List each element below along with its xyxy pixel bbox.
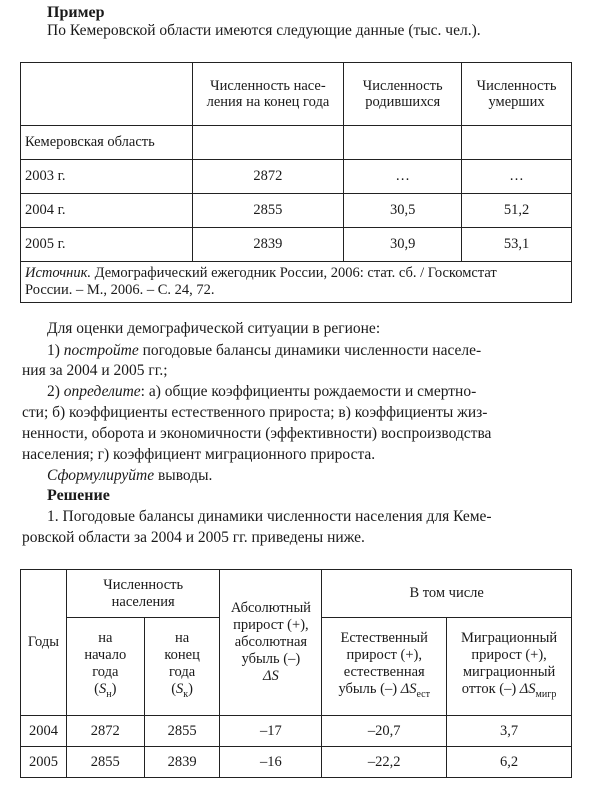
table2-header-years: Годы xyxy=(21,570,67,716)
table2-header-end: на конец года $(S_к)$ xyxy=(144,618,220,716)
table1-dead: 51,2 xyxy=(462,194,572,228)
table1-header-born: Численность родившихся xyxy=(344,63,462,126)
table2-migration: 6,2 xyxy=(447,747,572,778)
task-item-2-cont-3: населения; г) коэффициент миграционного прироста. xyxy=(22,446,376,463)
table-row xyxy=(21,228,572,262)
task-item-3: Сформулируйте выводы. xyxy=(47,467,213,484)
table1-region-label: Кемеровская область xyxy=(21,126,193,160)
example-heading: Пример xyxy=(47,4,105,21)
table2-absolute: –17 xyxy=(220,716,322,747)
table2-header-migration: Миграционный прирост (+), миграционный отток (–) $\Delta S_{мигр}$ xyxy=(447,618,572,716)
table2-end: 2839 xyxy=(144,747,220,778)
table-row xyxy=(21,194,572,228)
task-item-2-cont-2: ненности, оборота и экономичности (эффективности) воспроизводства xyxy=(22,425,492,442)
table2-header-start: на начало года $(S_н)$ xyxy=(66,618,144,716)
table2-end: 2855 xyxy=(144,716,220,747)
table1-header-row xyxy=(21,63,572,126)
table2-header-natural: Естественный прирост (+), естественная убыль (–) $\Delta S_{ест}$ xyxy=(322,618,447,716)
example-intro: По Кемеровской области имеются следующие данные (тыс. чел.). xyxy=(47,22,481,39)
table1-source-note xyxy=(21,262,572,303)
table1-population: 2839 xyxy=(192,228,344,262)
table1-header-dead: Численность умерших xyxy=(462,63,572,126)
table2-header-absolute: Абсолютный прирост (+), абсолютная убыль (–) ΔS xyxy=(220,570,322,716)
table2-natural: –20,7 xyxy=(322,716,447,747)
table1-dead: … xyxy=(462,160,572,194)
solution-line-2: ровской области за 2004 и 2005 гг. приведены ниже. xyxy=(22,529,365,546)
solution-line-1: 1. Погодовые балансы динамики численности населения для Кеме- xyxy=(47,508,492,525)
table1-born: 30,5 xyxy=(344,194,462,228)
table1-year: 2005 г. xyxy=(21,228,193,262)
table2-start: 2855 xyxy=(66,747,144,778)
table-row xyxy=(21,747,572,778)
table1-born: … xyxy=(344,160,462,194)
table1-source-row xyxy=(21,262,572,303)
table1-born: 30,9 xyxy=(344,228,462,262)
task-item-2-cont-1: сти; б) коэффициенты естественного прироста; в) коэффициенты жиз- xyxy=(22,404,488,421)
table2-start: 2872 xyxy=(66,716,144,747)
table2-year: 2005 xyxy=(21,747,67,778)
source-text-2: России. – М., 2006. – С. 24, 72. xyxy=(25,282,215,298)
table2-natural: –22,2 xyxy=(322,747,447,778)
table2-header-row-1 xyxy=(21,570,572,618)
table2-absolute: –16 xyxy=(220,747,322,778)
table2-header-population: Численность населения xyxy=(66,570,220,618)
table1-population: 2872 xyxy=(192,160,344,194)
source-text-1: Демографический ежегодник России, 2006: стат. сб. / Госкомстат xyxy=(91,265,497,281)
source-data-table xyxy=(20,62,572,303)
source-label: Источник. xyxy=(25,265,92,281)
table1-year: 2004 г. xyxy=(21,194,193,228)
task-item-2: 2) определите: а) общие коэффициенты рождаемости и смертно- xyxy=(47,383,477,400)
task-item-1: 1) постройте погодовые балансы динамики численности населе- xyxy=(47,342,482,359)
table1-header-population: Численность насе- ления на конец года xyxy=(192,63,344,126)
table1-year: 2003 г. xyxy=(21,160,193,194)
table-row xyxy=(21,716,572,747)
table1-region-row xyxy=(21,126,572,160)
table1-corner-cell xyxy=(21,63,193,126)
table1-dead: 53,1 xyxy=(462,228,572,262)
task-intro: Для оценки демографической ситуации в регионе: xyxy=(47,320,381,337)
table2-migration: 3,7 xyxy=(447,716,572,747)
table2-header-including: В том числе xyxy=(322,570,572,618)
table2-year: 2004 xyxy=(21,716,67,747)
table1-population: 2855 xyxy=(192,194,344,228)
population-balance-table xyxy=(20,569,572,778)
task-item-1-cont: ния за 2004 и 2005 гг.; xyxy=(22,362,168,379)
solution-heading: Решение xyxy=(47,487,110,504)
table-row xyxy=(21,160,572,194)
